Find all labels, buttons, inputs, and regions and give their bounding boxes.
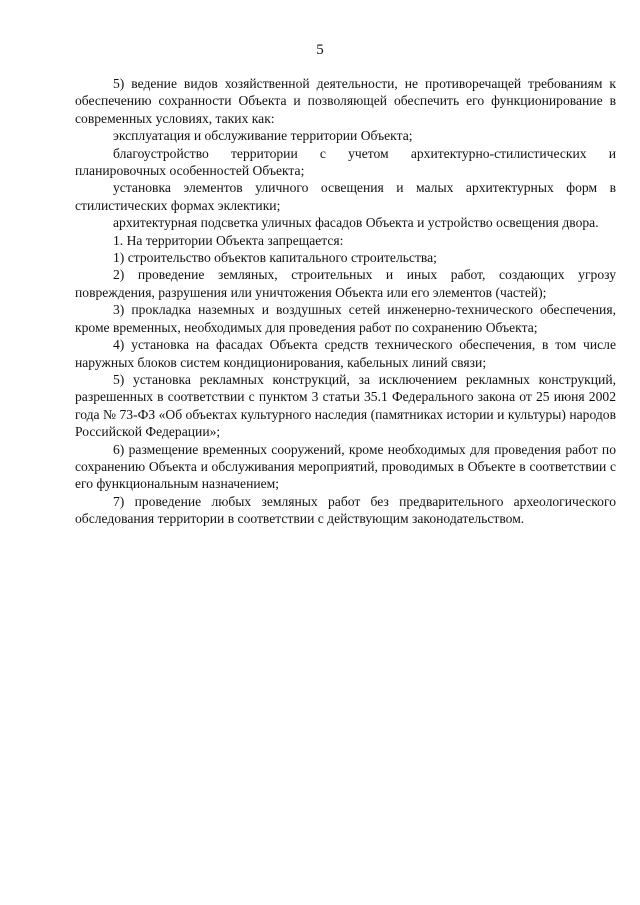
paragraph-maintenance: эксплуатация и обслуживание территории Объекта; [113,128,413,144]
paragraph-prohibition-1: 1) строительство объектов капитального строительства; [113,250,437,266]
paragraph-item-5-economic-activity: 5) ведение видов хозяйственной деятельности, не противоречащей требованиям к обеспечению сохранности Объекта и позволяющей обеспечить его функционирование в современных условиях, таких как: [75,76,616,126]
paragraph-landscaping: благоустройство территории с учетом архитектурно-стилистических и планировочных особенностей Объекта; [75,145,616,179]
paragraph-prohibition-2: 2) проведение земляных, строительных и иных работ, создающих угрозу повреждения, разрушения или уничтожения Объекта или его элементов (частей); [75,267,616,300]
paragraph-lighting-installation: установка элементов уличного освещения и малых архитектурных форм в стилистических формах эклектики; [75,180,616,213]
paragraph-prohibition-7: 7) проведение любых земляных работ без предварительного археологического обследования территории в соответствии с действующим законодательством. [75,493,616,527]
paragraph-prohibitions-heading: 1. На территории Объекта запрещается: [113,232,344,248]
paragraph-prohibition-4: 4) установка на фасадах Объекта средств технического обеспечения, в том числе наружных блоков систем кондиционирования, кабельных линий связи; [75,337,616,370]
paragraph-prohibition-3: 3) прокладка наземных и воздушных сетей инженерно-технического обеспечения, кроме временных, необходимых для проведения работ по сохранению Объекта; [75,302,616,335]
paragraph-facade-illumination: архитектурная подсветка уличных фасадов Объекта и устройство освещения двора. [113,215,599,231]
page-number: 5 [316,42,324,58]
document-body [75,75,616,528]
paragraph-prohibition-6: 6) размещение временных сооружений, кроме необходимых для проведения работ по сохранению Объекта и обслуживания мероприятий, проводимых в Объекте в соответствии с его функциональным назначением; [75,441,616,492]
paragraph-prohibition-5: 5) установка рекламных конструкций, за исключением рекламных конструкций, разрешенных в соответствии с пунктом 3 статьи 35.1 Федерального закона от 25 июня 2002 года № 73-ФЗ «Об объектах культурного наследия (памятниках истории и культуры) народов Российской Федерации»; [75,371,616,440]
